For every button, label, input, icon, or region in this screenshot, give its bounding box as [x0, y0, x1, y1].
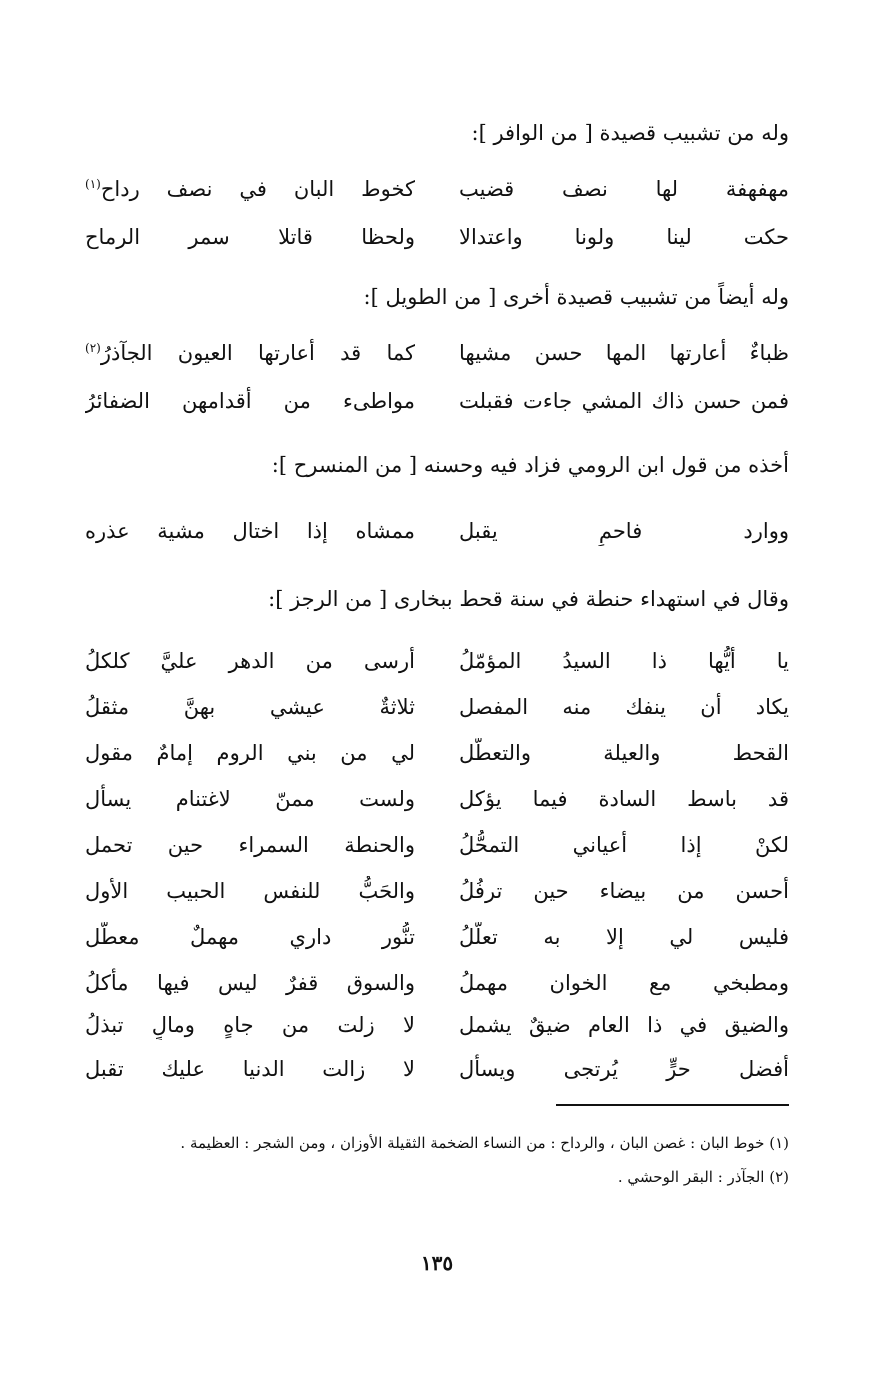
verse-second-hemistich: لي من بني الروم إمامٌ مقول: [85, 741, 415, 765]
footnote-marker-2: (٢): [85, 341, 101, 355]
verse-first-hemistich: لكنْ إذا أعياني التمحُّلُ: [459, 833, 789, 857]
verse-second-hemistich: أرسى من الدهر عليَّ كلكلُ: [85, 649, 415, 673]
verse-second-hemistich: والحَبُّ للنفس الحبيب الأول: [85, 879, 415, 903]
footnote-marker-1: (١): [85, 177, 101, 191]
verse-first-hemistich: ووارد فاحمٍ يقبل: [459, 519, 789, 543]
verse-second-hemistich-text: كما قد أعارتها العيون الجآذرُ: [100, 341, 415, 365]
verse-4-9: [85, 1010, 789, 1040]
verse-second-hemistich: ممشاه إذا اختال مشية عذره: [85, 519, 415, 543]
verse-2-2: [85, 386, 789, 416]
verse-first-hemistich: ومطبخي مع الخوان مهملُ: [459, 971, 789, 995]
verse-4-3: [85, 738, 789, 768]
verse-second-hemistich: [85, 174, 415, 204]
verse-4-1: [85, 646, 789, 676]
verse-second-hemistich: ثلاثةٌ عيشي بهنَّ مثقلُ: [85, 695, 415, 719]
verse-first-hemistich: مهفهفة لها نصف قضيب: [459, 177, 789, 201]
verse-second-hemistich-text: كخوط البان في نصف رداح: [100, 177, 415, 201]
verse-second-hemistich: تنُّور داري مهملٌ معطَّل: [85, 925, 415, 949]
verse-first-hemistich: يكاد أن ينفك منه المفصل: [459, 695, 789, 719]
verse-second-hemistich: ولست ممنّ لاغتنام يسأل: [85, 787, 415, 811]
poem-intro-wafir: وله من تشبيب قصيدة [ من الوافر ]:: [471, 121, 789, 145]
verse-2-1: [85, 338, 789, 368]
verse-4-8: [85, 968, 789, 998]
verse-second-hemistich: لا زالت الدنيا عليك تقبل: [85, 1057, 415, 1081]
verse-4-7: [85, 922, 789, 952]
verse-first-hemistich: القحط والعيلة والتعطُّل: [459, 741, 789, 765]
verse-4-4: [85, 784, 789, 814]
verse-second-hemistich: ولحظا قاتلا سمر الرماح: [85, 225, 415, 249]
page-content: [85, 0, 789, 1375]
verse-first-hemistich: والضيق في ذا العام ضيقٌ يشمل: [459, 1013, 789, 1037]
verse-second-hemistich: والسوق قفرٌ ليس فيها مأكلُ: [85, 971, 415, 995]
verse-second-hemistich: مواطىء من أقدامهن الضفائرُ: [85, 389, 415, 413]
verse-first-hemistich: فمن حسن ذاك المشي جاءت فقبلت: [459, 389, 789, 413]
verse-4-10: [85, 1054, 789, 1084]
verse-1-1: [85, 174, 789, 204]
poem-intro-tawil: وله أيضاً من تشبيب قصيدة أخرى [ من الطويل ]:: [363, 285, 789, 309]
verse-first-hemistich: ظباءٌ أعارتها المها حسن مشيها: [459, 341, 789, 365]
verse-1-2: [85, 222, 789, 252]
verse-4-2: [85, 692, 789, 722]
verse-first-hemistich: قد باسط السادة فيما يؤكل: [459, 787, 789, 811]
footnote-2: (٢) الجآذر : البقر الوحشي .: [617, 1168, 789, 1186]
poem-intro-munsarih: أخذه من قول ابن الرومي فزاد فيه وحسنه [ من المنسرح ]:: [271, 453, 789, 477]
verse-3-1: [85, 516, 789, 546]
verse-second-hemistich: والحنطة السمراء حين تحمل: [85, 833, 415, 857]
footnote-divider: [556, 1104, 789, 1106]
verse-first-hemistich: أحسن من بيضاء حين ترفُلُ: [459, 879, 789, 903]
page-number: ١٣٥: [420, 1251, 454, 1275]
verse-second-hemistich: لا زلت من جاهٍ ومالٍ تبذلُ: [85, 1013, 415, 1037]
verse-4-6: [85, 876, 789, 906]
verse-first-hemistich: حكت لينا ولونا واعتدالا: [459, 225, 789, 249]
verse-first-hemistich: أفضل حرٍّ يُرتجى ويسأل: [459, 1057, 789, 1081]
verse-first-hemistich: فليس لي إلا به تعلُّلُ: [459, 925, 789, 949]
verse-first-hemistich: يا أيُّها ذا السيدُ المؤمّلُ: [459, 649, 789, 673]
verse-4-5: [85, 830, 789, 860]
verse-second-hemistich: [85, 338, 415, 368]
poem-intro-rajaz: وقال في استهداء حنطة في سنة قحط ببخارى [ من الرجز ]:: [268, 587, 789, 611]
footnote-1: (١) خوط البان : غصن البان ، والرداح : من النساء الضخمة الثقيلة الأوزان ، ومن الشجر : العظيمة .: [180, 1134, 789, 1152]
